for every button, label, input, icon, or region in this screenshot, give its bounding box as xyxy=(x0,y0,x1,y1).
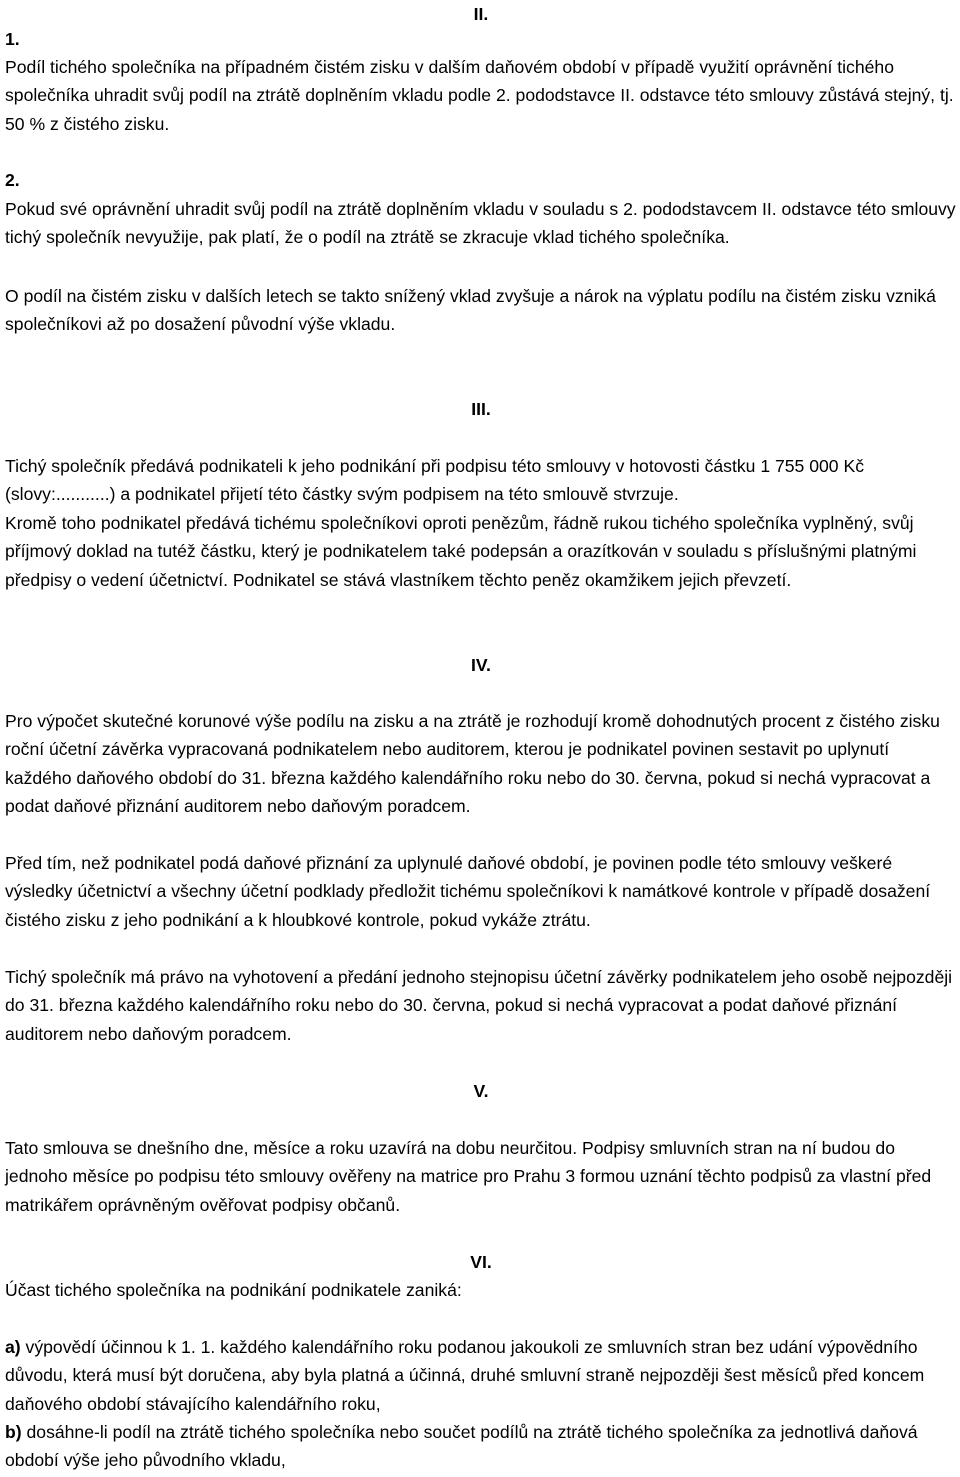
section-5-paragraph: Tato smlouva se dnešního dne, měsíce a roku uzavírá na dobu neurčitou. Podpisy smluvních stran na ní budou do jednoho měsíce po podpisu této smlouvy ověřeny na matrice pro Prahu 3 formou uznání těchto podpisů za vlastní před matrikářem oprávněným ověřovat podpisy občanů. xyxy=(5,1138,932,1215)
section-6-intro: Účast tichého společníka na podnikání podnikatele zaniká: xyxy=(5,1280,462,1300)
section-4-paragraph-c: Tichý společník má právo na vyhotovení a předání jednoho stejnopisu účetní závěrky podnikatelem jeho osobě nejpozději do 31. března každého kalendářního roku nebo do 30. června, pokud si nechá vypracovat a podat daňové přiznání auditorem nebo daňovým poradcem. xyxy=(5,967,953,1044)
termination-item-b xyxy=(5,1418,957,1475)
item-number-1: 1. xyxy=(5,29,20,49)
section-heading-6: VI. xyxy=(470,1252,492,1272)
item-number-2: 2. xyxy=(5,170,20,190)
section-3-paragraph-b: Kromě toho podnikatel předává tichému společníkovi oproti penězům, řádně rukou tichého společníka vyplněný, svůj příjmový doklad na tutéž částku, který je podnikatelem také podepsán a orazítkován v souladu s příslušnými platnými předpisy o vedení účetnictví. Podnikatel se stává vlastníkem těchto peněz okamžikem jejich převzetí. xyxy=(5,513,917,590)
termination-item-a xyxy=(5,1333,957,1418)
section-heading-5: V. xyxy=(473,1081,489,1101)
item-b-label: b) xyxy=(5,1422,22,1442)
section-4-paragraph-a: Pro výpočet skutečné korunové výše podílu na zisku a na ztrátě je rozhodují kromě dohodnutých procent z čistého zisku roční účetní závěrka vypracovaná podnikatelem nebo auditorem, kterou je podnikatel povinen sestavit po uplynutí každého daňového období do 31. března každého kalendářního roku nebo do 30. června, pokud si nechá vypracovat a podat daňové přiznání auditorem nebo daňovým poradcem. xyxy=(5,711,940,817)
section-3-paragraph-a: Tichý společník předává podnikateli k jeho podnikání při podpisu této smlouvy v hotovosti částku 1 755 000 Kč (slovy:...........) a podnikatel přijetí této částky svým podpisem na této smlouvě stvrzuje. xyxy=(5,456,865,505)
item-1-paragraph: Podíl tichého společníka na případném čistém zisku v dalším daňovém období v případě využití oprávnění tichého společníka uhradit svůj podíl na ztrátě doplněním vkladu podle 2. pododstavce II. odstavce této smlouvy zůstává stejný, tj. 50 % z čistého zisku. xyxy=(5,57,954,134)
item-2-paragraph-a: Pokud své oprávnění uhradit svůj podíl na ztrátě doplněním vkladu v souladu s 2. pododstavcem II. odstavce této smlouvy tichý společník nevyužije, pak platí, že o podíl na ztrátě se zkracuje vklad tichého společníka. xyxy=(5,199,956,248)
section-heading-2: II. xyxy=(473,4,489,24)
item-2-paragraph-b: O podíl na čistém zisku v dalších letech se takto snížený vklad zvyšuje a nárok na výplatu podílu na čistém zisku vzniká společníkovi až po dosažení původní výše vkladu. xyxy=(5,286,936,335)
item-a-text: výpovědí účinnou k 1. 1. každého kalendářního roku podanou jakoukoli ze smluvních stran bez udání výpovědního důvodu, která musí být doručena, aby byla platná a účinná, druhé smluvní straně nejpozději šest měsíců před koncem daňového období stávajícího kalendářního roku, xyxy=(5,1337,925,1414)
section-4-paragraph-b: Před tím, než podnikatel podá daňové přiznání za uplynulé daňové období, je povinen podle této smlouvy veškeré výsledky účetnictví a všechny účetní podklady předložit tichému společníkovi k namátkové kontrole v případě dosažení čistého zisku z jeho podnikání a k hloubkové kontrole, pokud vykáže ztrátu. xyxy=(5,853,931,930)
item-b-text: dosáhne-li podíl na ztrátě tichého společníka nebo součet podílů na ztrátě tichého společníka za jednotlivá daňová období výše jeho původního vkladu, xyxy=(5,1422,918,1471)
section-heading-4: IV. xyxy=(471,655,491,675)
item-a-label: a) xyxy=(5,1337,21,1357)
section-heading-3: III. xyxy=(471,399,491,419)
